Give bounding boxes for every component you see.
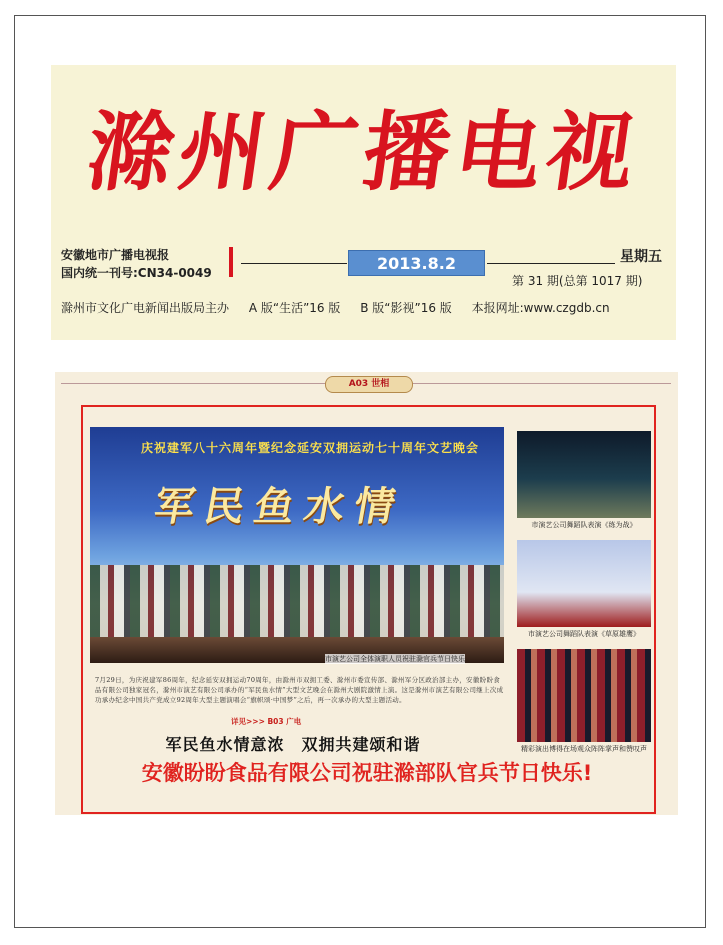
audience-photo xyxy=(517,649,651,742)
dance-photo-1 xyxy=(517,431,651,518)
masthead-footer xyxy=(61,299,626,316)
issue-date: 2013.8.2 xyxy=(348,250,485,276)
section-tag: A03 世相 xyxy=(325,376,413,393)
photo-headline: 庆祝建军八十六周年暨纪念延安双拥运动七十周年文艺晚会 xyxy=(140,441,479,455)
dance-photo-2 xyxy=(517,540,651,627)
photo-title: 军民鱼水情 xyxy=(150,483,409,530)
edition-a-text: A 版“生活”16 版 xyxy=(248,301,341,315)
issue-number: 第 31 期(总第 1017 期) xyxy=(512,274,643,288)
newspaper-clipping xyxy=(55,372,678,815)
date-rule-right xyxy=(487,263,615,264)
publisher-name: 安徽地市广播电视报 xyxy=(61,248,170,262)
article-body: 7月29日，为庆祝建军86周年，纪念延安双拥运动70周年，由滁州市双拥工委、滁州市委宣传部、滁州军分区政治部主办，安徽盼盼食品有限公司独家冠名，滁州市演艺有限公司承办的“军民鱼水情”大型文艺晚会在滁州大剧院激情上演。这是滁州市演艺有限公司继上次成功承办纪念中国共产党成立92周年大型主题演唱会“旗帜颂·中国梦”之后，再一次承办的大型主题活动。 xyxy=(95,676,504,704)
side-caption-1: 市演艺公司舞蹈队表演《练为战》 xyxy=(531,521,637,529)
organizer-text: 滁州市文化广电新闻出版局主办 xyxy=(61,301,230,315)
newspaper-title: 滁州广播电视 xyxy=(80,102,647,203)
side-caption-2: 市演艺公司舞蹈队表演《草原雄鹰》 xyxy=(528,630,640,638)
see-also-link: 详见>>> B03 广电 xyxy=(231,717,302,726)
issn-number: 国内统一刊号:CN34-0049 xyxy=(61,266,212,280)
slogan: 军民鱼水情意浓 双拥共建颂和谐 xyxy=(165,735,421,754)
weekday: 星期五 xyxy=(620,249,662,265)
main-photo-caption: 市演艺公司全体演职人员祝驻滁官兵节日快乐 xyxy=(325,655,465,663)
date-rule-left xyxy=(241,263,347,264)
masthead xyxy=(51,65,676,340)
edition-b-text: B 版“影视”16 版 xyxy=(360,301,452,315)
congratulation-banner: 安徽盼盼食品有限公司祝驻滁部队官兵节日快乐! xyxy=(141,761,593,785)
website-text: 本报网址:www.czgdb.cn xyxy=(471,301,610,315)
main-stage-photo xyxy=(90,427,504,663)
red-accent-bar xyxy=(229,247,233,277)
side-caption-3: 精彩演出博得在场观众阵阵掌声和赞叹声 xyxy=(521,745,647,753)
